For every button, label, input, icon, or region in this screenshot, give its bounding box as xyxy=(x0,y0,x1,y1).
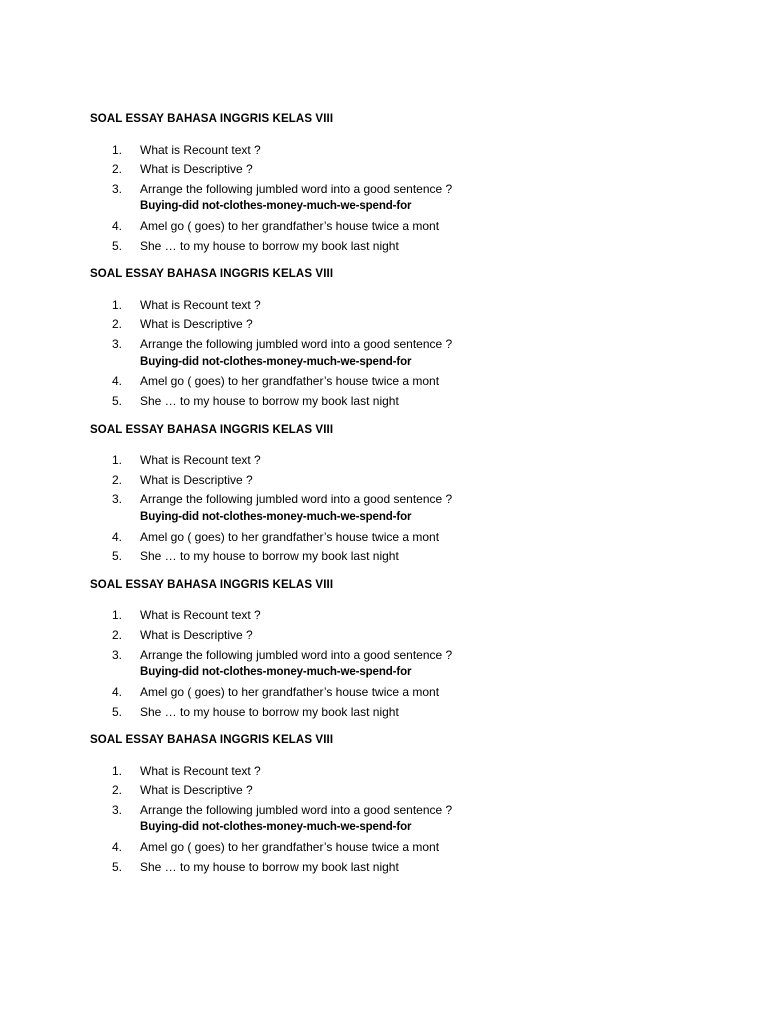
question-subtext: Buying-did not-clothes-money-much-we-spend-for xyxy=(140,821,412,834)
question-number: 4. xyxy=(112,529,123,544)
question-item xyxy=(90,315,678,334)
question-item xyxy=(90,372,678,391)
question-number: 2. xyxy=(112,317,123,332)
question-text: Arrange the following jumbled word into a good sentence ? xyxy=(140,492,453,507)
question-number: 1. xyxy=(112,297,123,312)
question-text: Arrange the following jumbled word into a good sentence ? xyxy=(140,647,453,662)
question-text: What is Descriptive ? xyxy=(140,628,253,642)
question-number: 2. xyxy=(112,783,123,798)
question-subtext: Buying-did not-clothes-money-much-we-spend-for xyxy=(140,666,412,679)
question-text: She … to my house to borrow my book last night xyxy=(140,549,399,564)
question-text: Amel go ( goes) to her grandfather’s house twice a mont xyxy=(140,840,440,855)
question-list xyxy=(90,296,678,411)
question-text: Arrange the following jumbled word into a good sentence ? xyxy=(140,802,453,817)
question-number: 1. xyxy=(112,142,123,157)
question-text: What is Descriptive ? xyxy=(140,317,253,332)
question-item xyxy=(90,180,678,216)
question-item xyxy=(90,160,678,179)
question-number: 5. xyxy=(112,549,123,564)
question-number: 1. xyxy=(112,453,123,468)
question-number: 2. xyxy=(112,628,123,642)
question-number: 3. xyxy=(112,647,123,662)
question-text: Amel go ( goes) to her grandfather’s house twice a mont xyxy=(140,374,440,389)
question-item xyxy=(90,606,678,625)
essay-section xyxy=(90,267,678,410)
question-text: She … to my house to borrow my book last night xyxy=(140,394,399,408)
question-subtext: Buying-did not-clothes-money-much-we-spend-for xyxy=(140,355,412,368)
question-number: 4. xyxy=(112,840,123,855)
question-subtext: Buying-did not-clothes-money-much-we-spend-for xyxy=(140,510,412,523)
question-item xyxy=(90,801,678,837)
question-item xyxy=(90,471,678,490)
question-text: What is Descriptive ? xyxy=(140,162,253,177)
essay-section xyxy=(90,112,678,255)
question-number: 3. xyxy=(112,492,123,507)
question-text: What is Descriptive ? xyxy=(140,783,253,798)
question-number: 2. xyxy=(112,162,123,177)
question-item xyxy=(90,781,678,800)
question-text: What is Recount text ? xyxy=(140,297,261,312)
question-item xyxy=(90,683,678,702)
question-list xyxy=(90,451,678,566)
question-item xyxy=(90,858,678,877)
question-number: 5. xyxy=(112,859,123,874)
question-text: She … to my house to borrow my book last night xyxy=(140,704,399,719)
question-list xyxy=(90,141,678,256)
essay-section xyxy=(90,423,678,566)
question-item xyxy=(90,237,678,256)
question-text: What is Recount text ? xyxy=(140,763,261,778)
section-heading: SOAL ESSAY BAHASA INGGRIS KELAS VIII xyxy=(90,423,334,436)
question-text: She … to my house to borrow my book last night xyxy=(140,859,399,874)
question-item xyxy=(90,646,678,682)
question-number: 4. xyxy=(112,374,123,389)
question-text: What is Recount text ? xyxy=(140,453,261,468)
question-number: 5. xyxy=(112,704,123,719)
question-text: Amel go ( goes) to her grandfather’s house twice a mont xyxy=(140,685,440,699)
question-item xyxy=(90,296,678,315)
essay-section xyxy=(90,578,678,721)
question-number: 3. xyxy=(112,337,123,351)
question-item xyxy=(90,547,678,566)
question-list xyxy=(90,762,678,877)
question-list xyxy=(90,606,678,721)
question-number: 5. xyxy=(112,394,123,408)
question-number: 5. xyxy=(112,238,123,253)
question-item xyxy=(90,141,678,160)
question-item xyxy=(90,838,678,857)
question-item xyxy=(90,528,678,547)
question-item xyxy=(90,762,678,781)
section-heading: SOAL ESSAY BAHASA INGGRIS KELAS VIII xyxy=(90,268,334,281)
question-number: 2. xyxy=(112,472,123,487)
question-text: Arrange the following jumbled word into a good sentence ? xyxy=(140,181,453,196)
question-text: Arrange the following jumbled word into a good sentence ? xyxy=(140,337,453,351)
question-text: What is Recount text ? xyxy=(140,608,261,623)
essay-section xyxy=(90,733,678,876)
question-item xyxy=(90,703,678,722)
question-item xyxy=(90,392,678,411)
question-number: 4. xyxy=(112,685,123,699)
question-item xyxy=(90,626,678,645)
question-number: 1. xyxy=(112,608,123,623)
question-subtext: Buying-did not-clothes-money-much-we-spend-for xyxy=(140,200,412,213)
question-number: 3. xyxy=(112,802,123,817)
question-text: Amel go ( goes) to her grandfather’s house twice a mont xyxy=(140,529,440,544)
question-text: What is Recount text ? xyxy=(140,142,261,157)
question-text: She … to my house to borrow my book last night xyxy=(140,238,399,253)
section-heading: SOAL ESSAY BAHASA INGGRIS KELAS VIII xyxy=(90,113,334,125)
question-text: Amel go ( goes) to her grandfather’s house twice a mont xyxy=(140,219,440,234)
question-text: What is Descriptive ? xyxy=(140,472,253,487)
question-item xyxy=(90,490,678,526)
section-heading: SOAL ESSAY BAHASA INGGRIS KELAS VIII xyxy=(90,734,334,747)
question-item xyxy=(90,335,678,371)
question-item xyxy=(90,217,678,236)
section-heading: SOAL ESSAY BAHASA INGGRIS KELAS VIII xyxy=(90,578,334,591)
question-number: 3. xyxy=(112,181,123,196)
question-item xyxy=(90,451,678,470)
question-number: 1. xyxy=(112,763,123,778)
question-number: 4. xyxy=(112,219,123,234)
